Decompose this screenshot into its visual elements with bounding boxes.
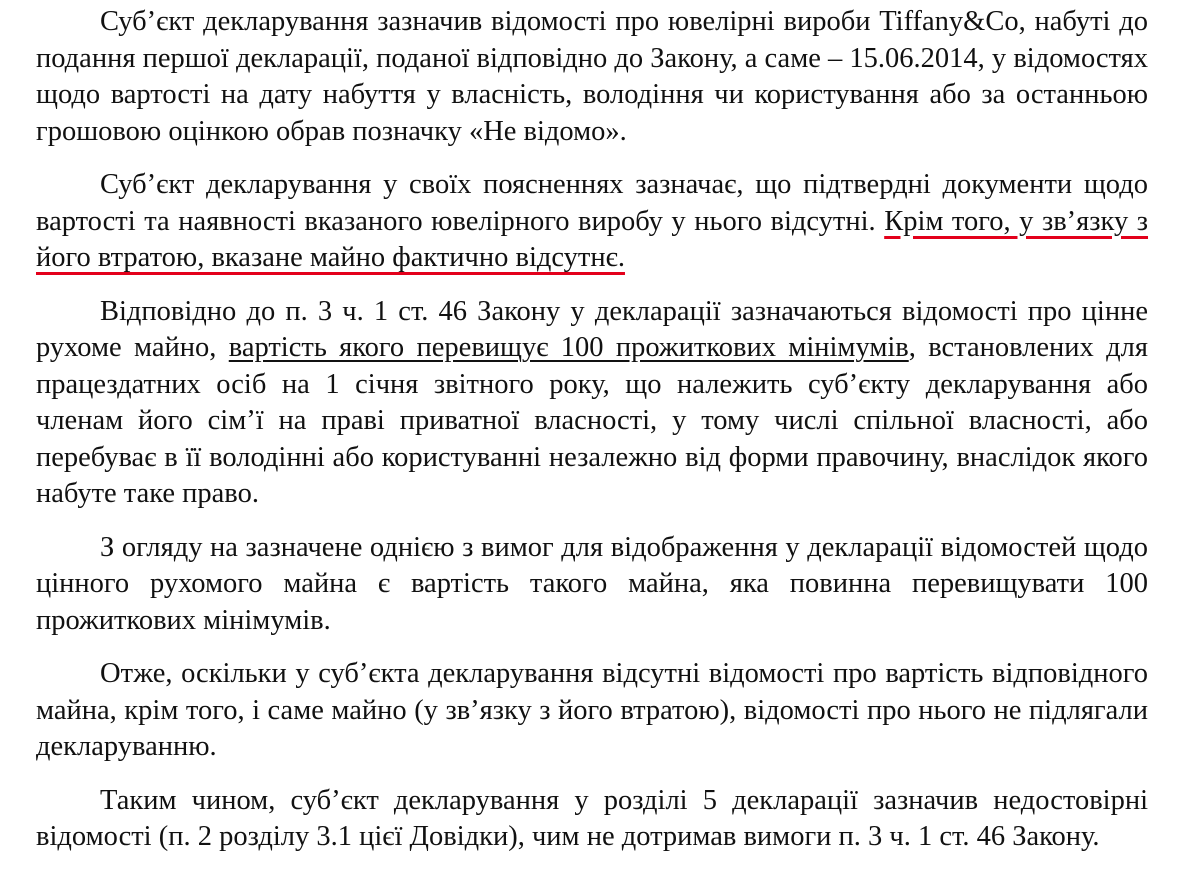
paragraph-text: Суб’єкт декларування у своїх поясненнях зазначає, що підтвердні документи щодо вартості та наявності вказаного ювелірного виробу у нього відсутні.	[36, 169, 1148, 237]
paragraph-text: З огляду на зазначене однією з вимог для відображення у декларації відомостей щодо цінного рухомого майна є вартість такого майна, яка повинна перевищувати 100 прожиткових мінімумів.	[36, 531, 1148, 636]
paragraph-value-requirement	[36, 530, 1148, 640]
paragraph-text: Отже, оскільки у суб’єкта декларування відсутні відомості про вартість відповідного майна, крім того, і саме майно (у зв’язку з його втратою), відомості про нього не підлягали декларуванню.	[36, 658, 1148, 762]
underlined-text: вартість якого перевищує 100 прожиткових мінімумів	[228, 332, 909, 363]
paragraph-jewelry-declaration	[36, 4, 1148, 150]
paragraph-text: Таким чином, суб’єкт декларування у розділі 5 декларації зазначив недостовірні відомості (п. 2 розділу 3.1 цієї Довідки), чим не дотримав вимоги п. 3 ч. 1 ст. 46 Закону.	[36, 784, 1148, 852]
document-page	[36, 4, 1148, 873]
paragraph-text: , встановлених для працездатних осіб на 1 січня звітного року, що належить суб’єкту декларування або членам його сім’ї на праві приватної власності, у тому числі спільної власності, або перебуває в її володінні або користуванні незалежно від форми правочину, внаслідок якого набуте таке право.	[36, 332, 1148, 509]
paragraph-conclusion-not-declarable	[36, 656, 1148, 766]
paragraph-text: Суб’єкт декларування зазначив відомості про ювелірні вироби Tiffany&Co, набуті до подання першої декларації, поданої відповідно до Закону, а саме – 15.06.2014, у відомостях щодо вартості на дату набуття у власність, володіння чи користування або за останньою грошовою оцінкою обрав позначку «Не відомо».	[36, 6, 1148, 147]
paragraph-final-conclusion	[36, 783, 1148, 856]
paragraph-explanations	[36, 167, 1148, 277]
paragraph-text: Відповідно до п. 3 ч. 1 ст. 46 Закону у декларації зазначаються відомості про цінне рухоме майно,	[36, 295, 1148, 363]
red-underlined-text: Крім того, у зв’язку з його втратою, вказане майно фактично відсутнє.	[36, 205, 1149, 273]
paragraph-law-requirement	[36, 294, 1148, 513]
